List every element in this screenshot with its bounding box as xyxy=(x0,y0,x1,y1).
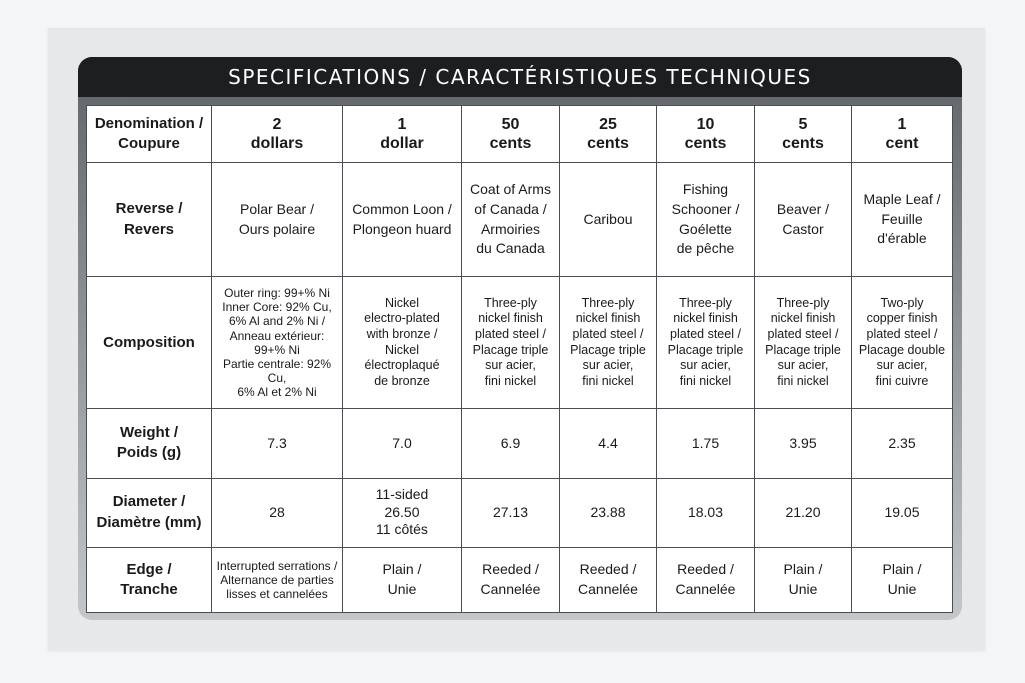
reverse-cell: Caribou xyxy=(560,163,657,277)
edge-cell: Plain / Unie xyxy=(852,547,953,612)
composition-cell: Nickel electro-plated with bronze / Nickel électroplaqué de bronze xyxy=(343,277,462,409)
weight-label: Weight / Poids (g) xyxy=(87,409,212,478)
diameter-cell: 19.05 xyxy=(852,478,953,547)
weight-row xyxy=(87,409,953,478)
title-bar xyxy=(78,57,962,97)
reverse-label: Reverse / Revers xyxy=(87,163,212,277)
reverse-cell: Maple Leaf / Feuille d'érable xyxy=(852,163,953,277)
edge-cell: Reeded / Cannelée xyxy=(560,547,657,612)
header-label: Denomination / Coupure xyxy=(87,106,212,163)
reverse-cell: Beaver / Castor xyxy=(755,163,852,277)
spec-table xyxy=(86,105,953,613)
diameter-cell: 27.13 xyxy=(462,478,560,547)
composition-label: Composition xyxy=(87,277,212,409)
spec-title: SPECIFICATIONS / CARACTÉRISTIQUES TECHNIQUES xyxy=(228,65,812,89)
reverse-cell: Polar Bear / Ours polaire xyxy=(212,163,343,277)
weight-cell: 2.35 xyxy=(852,409,953,478)
denomination-header: 25 cents xyxy=(560,106,657,163)
weight-cell: 6.9 xyxy=(462,409,560,478)
weight-cell: 7.0 xyxy=(343,409,462,478)
diameter-cell: 18.03 xyxy=(657,478,755,547)
reverse-cell: Fishing Schooner / Goélette de pêche xyxy=(657,163,755,277)
reverse-cell: Coat of Arms of Canada / Armoiries du Canada xyxy=(462,163,560,277)
edge-cell: Plain / Unie xyxy=(755,547,852,612)
denomination-header: 2 dollars xyxy=(212,106,343,163)
spec-frame xyxy=(78,57,962,620)
composition-cell: Two-ply copper finish plated steel / Placage double sur acier, fini cuivre xyxy=(852,277,953,409)
diameter-label: Diameter / Diamètre (mm) xyxy=(87,478,212,547)
weight-cell: 1.75 xyxy=(657,409,755,478)
composition-row xyxy=(87,277,953,409)
diameter-cell: 11-sided 26.50 11 côtés xyxy=(343,478,462,547)
edge-cell: Reeded / Cannelée xyxy=(462,547,560,612)
header-row xyxy=(87,106,953,163)
edge-cell: Plain / Unie xyxy=(343,547,462,612)
diameter-cell: 23.88 xyxy=(560,478,657,547)
edge-cell: Reeded / Cannelée xyxy=(657,547,755,612)
denomination-header: 1 cent xyxy=(852,106,953,163)
diameter-cell: 28 xyxy=(212,478,343,547)
composition-cell: Three-ply nickel finish plated steel / Placage triple sur acier, fini nickel xyxy=(657,277,755,409)
composition-cell: Three-ply nickel finish plated steel / Placage triple sur acier, fini nickel xyxy=(462,277,560,409)
denomination-header: 50 cents xyxy=(462,106,560,163)
denomination-header: 1 dollar xyxy=(343,106,462,163)
reverse-cell: Common Loon / Plongeon huard xyxy=(343,163,462,277)
composition-cell: Three-ply nickel finish plated steel / Placage triple sur acier, fini nickel xyxy=(755,277,852,409)
denomination-header: 5 cents xyxy=(755,106,852,163)
edge-label: Edge / Tranche xyxy=(87,547,212,612)
composition-cell: Three-ply nickel finish plated steel / Placage triple sur acier, fini nickel xyxy=(560,277,657,409)
diameter-cell: 21.20 xyxy=(755,478,852,547)
weight-cell: 3.95 xyxy=(755,409,852,478)
weight-cell: 4.4 xyxy=(560,409,657,478)
edge-row xyxy=(87,547,953,612)
diameter-row xyxy=(87,478,953,547)
weight-cell: 7.3 xyxy=(212,409,343,478)
edge-cell: Interrupted serrations / Alternance de parties lisses et cannelées xyxy=(212,547,343,612)
reverse-row xyxy=(87,163,953,277)
denomination-header: 10 cents xyxy=(657,106,755,163)
composition-cell: Outer ring: 99+% Ni Inner Core: 92% Cu, 6% Al and 2% Ni / Anneau extérieur: 99+% Ni Partie centrale: 92% Cu, 6% Al et 2% Ni xyxy=(212,277,343,409)
